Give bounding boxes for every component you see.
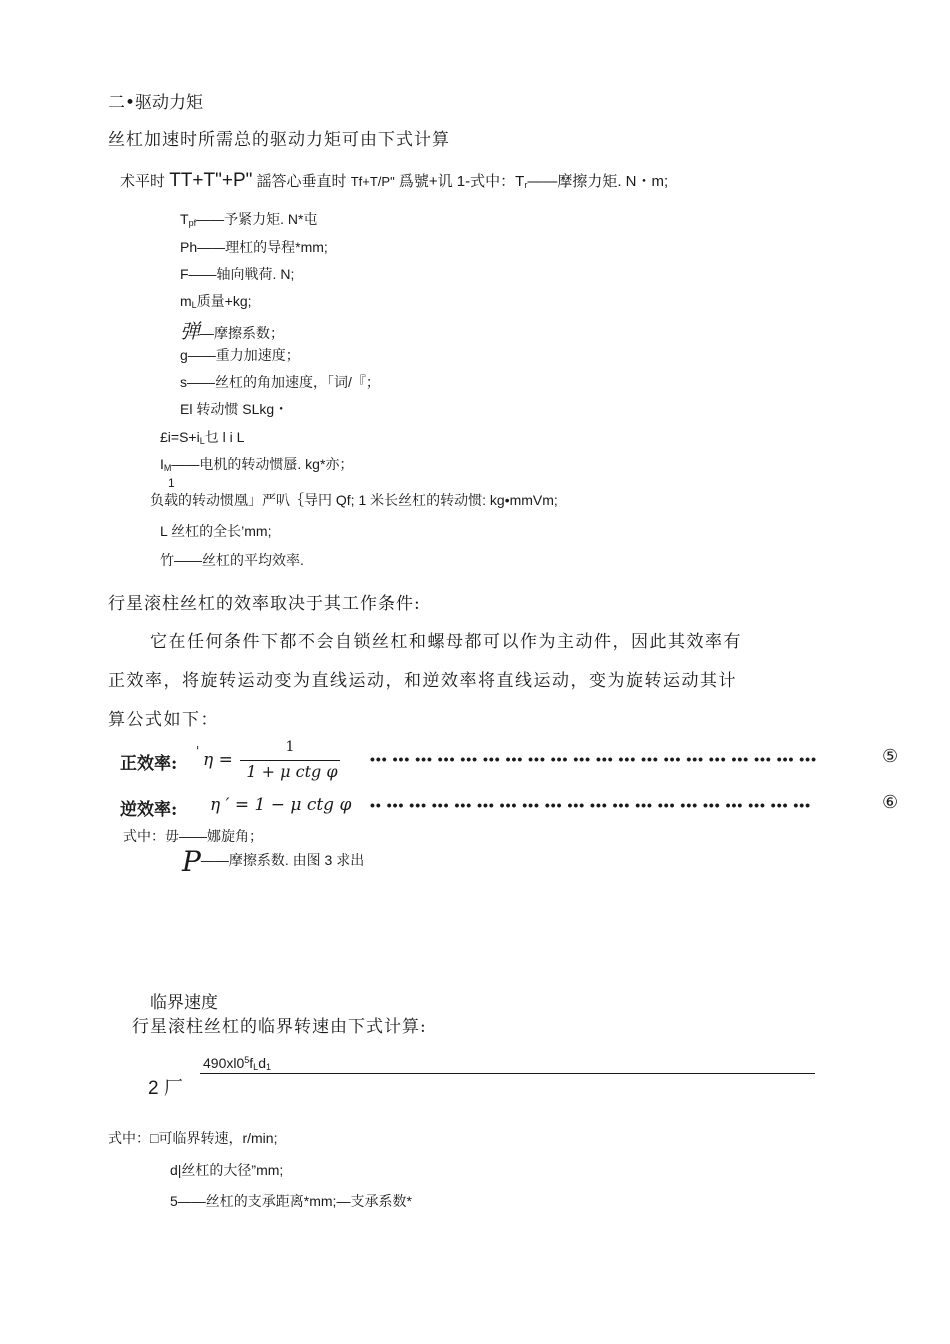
efficiency-para-line3: 算公式如下： — [108, 710, 219, 730]
formula-part-f: ——摩擦力矩. N・m; — [527, 173, 669, 190]
where-lead-angle-line: 式中：毋——娜旋角； — [123, 828, 263, 844]
formula-part-d: Tf+T/P" — [350, 174, 395, 189]
var-lead: Ph——理杠的导程*mm; — [180, 239, 328, 255]
numerator-f-sub: L — [253, 1062, 259, 1072]
reverse-efficiency-formula: η ′ = 1 − μ ctg φ — [210, 795, 352, 815]
im-subscript: M — [163, 463, 172, 473]
stray-digit: 1 — [168, 476, 175, 490]
numerator-d: d — [258, 1055, 266, 1071]
formula-part-a: 术平时 — [120, 173, 166, 190]
var-subscript: L — [191, 300, 197, 310]
avg-efficiency-line: 竹——丝杠的平均效率. — [160, 552, 304, 568]
screw-length-line: L 丝杠的全长’mm; — [160, 523, 272, 539]
critical-speed-heading: 临界速度 — [150, 993, 218, 1013]
forward-efficiency-tick: ' — [196, 744, 200, 758]
numerator-exponent: 5 — [244, 1055, 250, 1065]
friction-p-symbol: P — [182, 845, 201, 878]
reverse-efficiency-label: 逆效率: — [120, 800, 178, 820]
formula-part-e-sub: r — [524, 180, 528, 190]
critical-speed-fraction-bar — [200, 1073, 815, 1074]
critical-speed-intro: 行星滚柱丝杠的临界转速由下式计算: — [132, 1017, 427, 1037]
sum-line-a: £i=S+i — [160, 429, 200, 445]
var-subscript: pf — [188, 218, 197, 228]
friction-p-desc: ——摩擦系数. 由图 3 求出 — [200, 852, 365, 868]
formula-line — [120, 170, 668, 192]
forward-efficiency-numerator: 1 — [285, 739, 295, 755]
load-inertia-line: 负载的转动惯凰」严叭｛导円 Qf; 1 米长丝杠的转动惯: kg•mmVm; — [150, 492, 558, 508]
var-inertia: El 转动惯 SLkg・ — [180, 401, 289, 417]
var-symbol: T — [180, 211, 189, 227]
forward-efficiency-fraction-bar — [240, 760, 340, 761]
critical-speed-lhs: 2 厂 — [148, 1078, 183, 1099]
motor-inertia-line — [160, 454, 353, 474]
sum-line-b: 乜 l i L — [204, 429, 245, 445]
var-axial-load: F——轴向戦荷. N; — [180, 266, 295, 282]
forward-efficiency-leader-dots: ••• ••• ••• ••• ••• ••• ••• ••• ••• ••• ••• ••• ••• ••• ••• ••• ••• ••• ••• ••• — [370, 751, 817, 767]
formula-part-e: 爲號+讥 1-式中：T — [398, 173, 525, 190]
var-mass — [180, 291, 252, 311]
var-preload-torque — [180, 209, 317, 229]
var-angular-accel: s——丝杠的角加速度，「词/『； — [180, 374, 380, 390]
critical-speed-numerator — [203, 1055, 271, 1072]
var-desc: —摩擦系数； — [200, 325, 284, 341]
forward-efficiency-lhs: η = — [203, 750, 233, 770]
var-gravity: g——重力加速度； — [180, 347, 300, 363]
section-heading-drive-torque: 二•驱动力矩 — [108, 93, 204, 113]
equation-number-5: ⑤ — [882, 746, 899, 767]
var-symbol: 弹 — [180, 319, 200, 343]
numerator-d-sub: 1 — [265, 1062, 271, 1072]
formula-part-c: 謡答心垂直时 — [256, 173, 347, 190]
intro-text: 丝杠加速时所需总的驱动力矩可由下式计算 — [108, 130, 450, 150]
im-symbol: I — [160, 456, 164, 472]
screw-major-diameter-line: d|丝杠的大径”mm; — [170, 1162, 284, 1178]
forward-efficiency-label: 正效率: — [120, 754, 178, 774]
formula-part-b: TT+T"+P" — [169, 170, 253, 191]
sum-line — [160, 427, 244, 447]
efficiency-para-line2: 正效率，将旋转运动变为直线运动，和逆效率将直线运动，变为旋转运动其计 — [108, 671, 737, 691]
var-desc: 质量+kg; — [196, 293, 252, 309]
im-desc: ——电机的转动惯蜃. kg*亦； — [171, 456, 354, 472]
var-desc: ——予紧力矩. N*屯 — [196, 211, 318, 227]
var-symbol: m — [180, 293, 192, 309]
friction-coef-line — [182, 845, 364, 878]
critical-speed-where-line: 式中：□可临界转速，r/min; — [108, 1130, 278, 1146]
efficiency-para-line1: 它在任何条件下都不会自锁丝杠和螺母都可以作为主动件，因此其效率有 — [150, 632, 742, 652]
numerator-f: f — [249, 1055, 254, 1071]
forward-efficiency-denominator: 1 + μ ctg φ — [246, 762, 338, 781]
reverse-efficiency-leader-dots: •• ••• ••• ••• ••• ••• ••• ••• ••• ••• ••• ••• ••• ••• ••• ••• ••• ••• ••• ••• — [370, 797, 812, 813]
var-friction-coef — [180, 315, 284, 344]
support-span-line: 5——丝杠的支承距离*mm;—支承系数* — [170, 1193, 412, 1209]
numerator-coef: 490xl0 — [203, 1055, 245, 1071]
sum-line-sub: L — [199, 436, 205, 446]
equation-number-6: ⑥ — [882, 792, 899, 813]
efficiency-title: 行星滚柱丝杠的效率取决于其工作条件: — [108, 594, 421, 614]
